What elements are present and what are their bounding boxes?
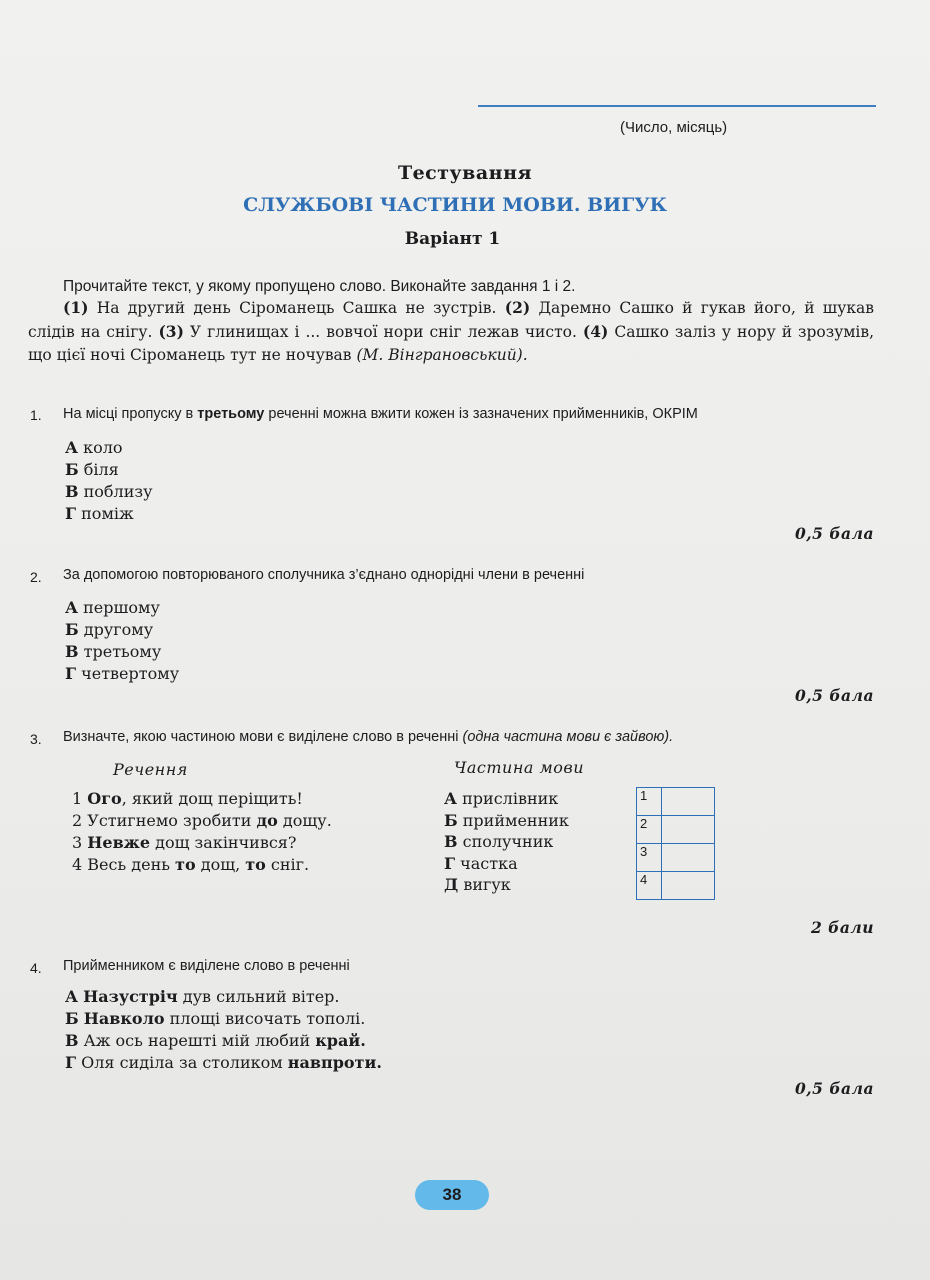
row-number: 2	[637, 816, 662, 844]
answer-option[interactable]: А Назустріч дув сильний вітер.	[65, 987, 340, 1006]
sentence-marker: (2)	[504, 298, 531, 317]
date-caption: (Число, місяць)	[620, 119, 728, 136]
answer-cell[interactable]	[662, 816, 715, 844]
sentence-marker: (1)	[63, 298, 89, 317]
row-number: 1	[637, 788, 662, 816]
answer-option[interactable]: Б Навколо площі височать тополі.	[65, 1009, 366, 1028]
question-text: На місці пропуску в третьому реченні можна вжити кожен із зазначених прийменників, ОКРІМ	[63, 406, 698, 422]
list-item: 3 Невже дощ закінчився?	[72, 833, 297, 852]
reading-passage	[28, 296, 874, 367]
score-label: 0,5 бала	[795, 524, 874, 543]
passage-sentence: Даремно Сашко й гукав його, й шукав слідів на снігу.	[28, 299, 874, 341]
answer-option[interactable]: Г поміж	[65, 504, 134, 523]
question-text: За допомогою повторюваного сполучника з’єднано однорідні члени в реченні	[63, 567, 585, 583]
answer-option[interactable]: Б біля	[65, 460, 119, 479]
list-item: В сполучник	[444, 832, 554, 851]
score-label: 0,5 бала	[795, 686, 874, 705]
instructions: Прочитайте текст, у якому пропущено слово. Виконайте завдання 1 і 2.	[63, 278, 576, 295]
question-number: 4.	[30, 960, 42, 976]
passage-sentence: Сашко заліз у нору й зрозумів, що цієї ночі Сіроманець тут не ночував	[28, 323, 874, 364]
question-number: 3.	[30, 731, 42, 747]
table-row	[637, 844, 770, 872]
answer-option[interactable]: А першому	[65, 598, 160, 617]
list-item: Д вигук	[444, 875, 511, 894]
sentence-marker: (3)	[158, 322, 184, 341]
column-header-sentences: Речення	[113, 760, 188, 779]
answer-cell[interactable]	[662, 872, 715, 900]
list-item: А прислівник	[444, 789, 559, 808]
passage-sentence: На другий день Сіроманець Сашка не зустрів.	[96, 299, 497, 317]
table-row	[637, 872, 770, 900]
test-title: Тестування	[397, 162, 533, 184]
row-number: 3	[637, 844, 662, 872]
sentence-marker: (4)	[582, 322, 609, 341]
answer-option[interactable]: А коло	[65, 438, 123, 457]
question-number: 1.	[30, 407, 42, 423]
row-number: 4	[637, 872, 662, 900]
answer-options	[65, 597, 179, 685]
score-label: 2 бали	[810, 918, 874, 937]
answer-cell[interactable]	[662, 788, 715, 816]
table-row	[637, 816, 770, 844]
variant-label: Варіант 1	[404, 229, 501, 249]
list-item: 4 Весь день то дощ, то сніг.	[72, 855, 310, 874]
answer-options	[65, 986, 382, 1074]
answer-cell-blank[interactable]	[715, 788, 770, 816]
answer-cell[interactable]	[662, 844, 715, 872]
sentence-list	[72, 788, 332, 876]
answer-grid	[636, 787, 770, 900]
question-number: 2.	[30, 569, 42, 585]
question-text: Визначте, якою частиною мови є виділене слово в реченні (одна частина мови є зайвою).	[63, 729, 674, 745]
answer-option[interactable]: Б другому	[65, 620, 154, 639]
list-item: 2 Устигнемо зробити до дощу.	[72, 811, 332, 830]
list-item: Г частка	[444, 853, 518, 873]
question-text: Прийменником є виділене слово в реченні	[63, 958, 350, 974]
score-label: 0,5 бала	[795, 1079, 874, 1098]
table-row	[637, 788, 770, 816]
blank-cell	[715, 872, 770, 900]
blank-cell	[715, 816, 770, 844]
answer-option[interactable]: В Аж ось нарешті мій любий край.	[65, 1031, 366, 1050]
answer-options	[65, 437, 153, 525]
answer-option[interactable]: Г четвертому	[65, 664, 180, 683]
test-topic: СЛУЖБОВІ ЧАСТИНИ МОВИ. ВИГУК	[243, 194, 667, 216]
answer-option[interactable]: В поблизу	[65, 482, 153, 501]
list-item: Б прийменник	[444, 810, 569, 830]
answer-option[interactable]: Г Оля сиділа за столиком навпроти.	[65, 1053, 382, 1072]
parts-of-speech-list	[444, 788, 569, 896]
date-line	[478, 105, 876, 107]
passage-sentence: У глинищах і ... вовчої нори сніг лежав чисто.	[189, 323, 577, 341]
column-header-parts: Частина мови	[454, 758, 585, 777]
answer-option[interactable]: В третьому	[65, 642, 162, 661]
page-number: 38	[415, 1180, 489, 1210]
blank-cell	[715, 844, 770, 872]
list-item: 1 Ого, який дощ періщить!	[72, 789, 303, 808]
passage-author: (М. Вінграновський).	[356, 346, 528, 364]
